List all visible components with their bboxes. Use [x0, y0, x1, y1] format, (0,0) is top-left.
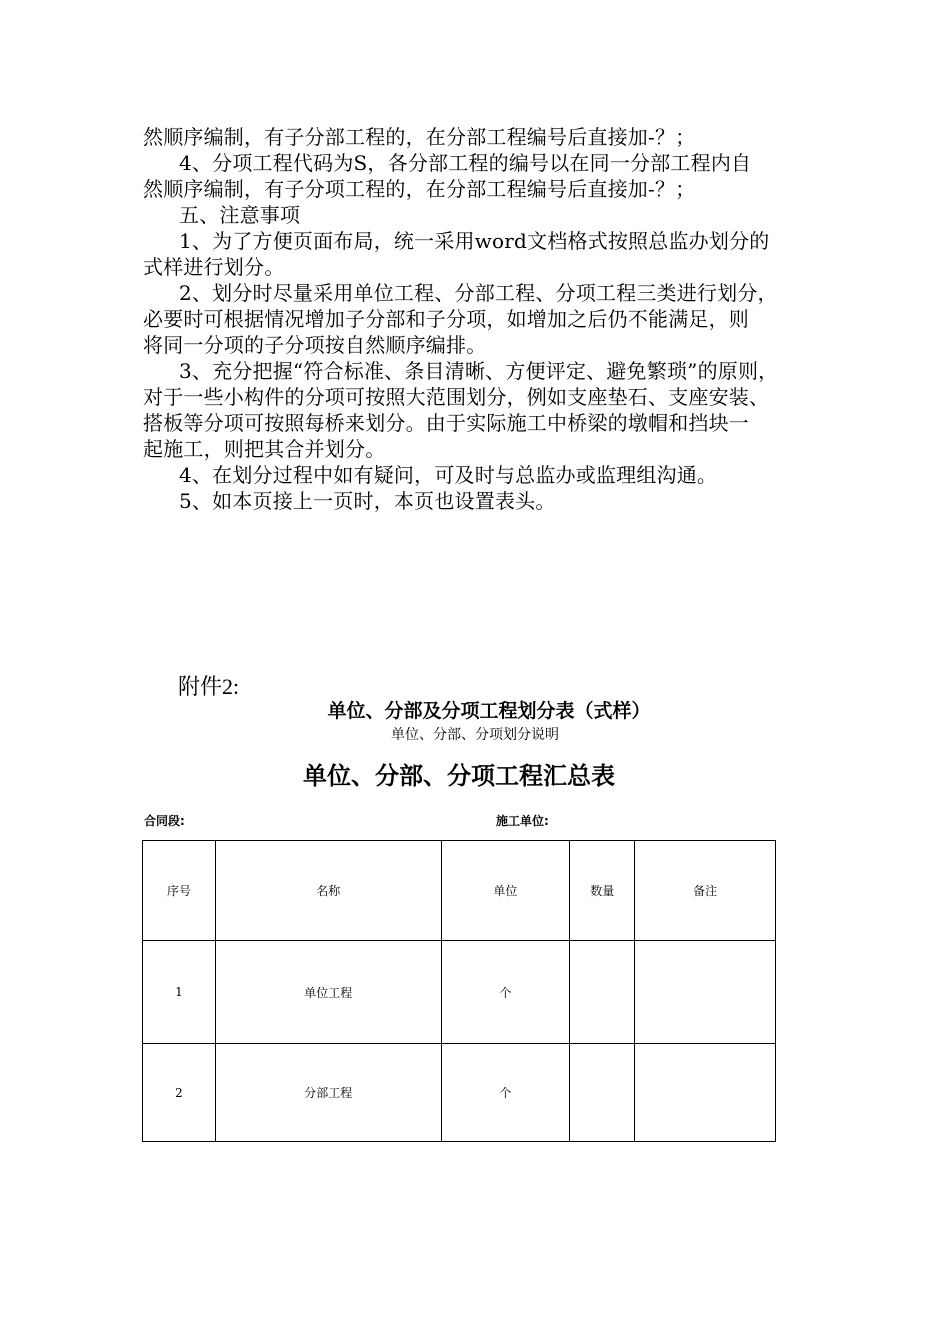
paragraph-line: 式样进行划分。 — [143, 255, 285, 279]
header-cell: 数量 — [570, 841, 635, 941]
paragraph-line: 必要时可根据情况增加子分部和子分项，如增加之后仍不能满足，则 — [143, 307, 749, 331]
paragraph-line: 5、如本页接上一页时，本页也设置表头。 — [179, 489, 556, 513]
paragraph-line: 起施工，则把其合并划分。 — [143, 437, 386, 461]
paragraph-line: 2、划分时尽量采用单位工程、分部工程、分项工程三类进行划分， — [179, 281, 778, 305]
table-cell: 1 — [143, 941, 216, 1044]
table-cell: 单位工程 — [215, 941, 441, 1044]
paragraph-line: 然顺序编制，有子分项工程的，在分部工程编号后直接加-？； — [143, 177, 696, 201]
table-title: 单位、分部、分项工程汇总表 — [303, 762, 615, 790]
header-cell: 单位 — [441, 841, 570, 941]
header-cell: 备注 — [635, 841, 776, 941]
table-cell — [635, 941, 776, 1044]
paragraph-line: 对于一些小构件的分项可按照大范围划分，例如支座垫石、支座安装、 — [143, 385, 770, 409]
paragraph-line: 1、为了方便页面布局，统一采用word文档格式按照总监办划分的 — [179, 229, 770, 253]
contractor-label: 施工单位: — [496, 814, 549, 828]
table-cell: 2 — [143, 1044, 216, 1142]
summary-table — [142, 840, 776, 1142]
attachment-label: 附件2: — [178, 674, 240, 699]
paragraph-line: 将同一分项的子分项按自然顺序编排。 — [143, 333, 487, 357]
table-header-row — [143, 841, 776, 941]
document-title: 单位、分部及分项工程划分表（式样） — [327, 700, 651, 722]
paragraph-line: 4、在划分过程中如有疑问，可及时与总监办或监理组沟通。 — [179, 463, 718, 487]
contract-section-label: 合同段: — [144, 814, 185, 828]
table-cell: 个 — [441, 1044, 570, 1142]
paragraph-line: 4、分项工程代码为S，各分部工程的编号以在同一分部工程内自 — [179, 151, 752, 175]
table-cell — [570, 941, 635, 1044]
paragraph-line: 搭板等分项可按照每桥来划分。由于实际施工中桥梁的墩帽和挡块一 — [143, 411, 749, 435]
document-subtitle: 单位、分部、分项划分说明 — [391, 727, 559, 743]
header-cell: 名称 — [215, 841, 441, 941]
paragraph-line: 然顺序编制，有子分部工程的，在分部工程编号后直接加-？； — [143, 125, 696, 149]
instructions-text — [143, 124, 813, 514]
table-cell — [570, 1044, 635, 1142]
paragraph-line: 3、充分把握“符合标准、条目清晰、方便评定、避免繁琐”的原则， — [179, 359, 779, 383]
table-row — [143, 941, 776, 1044]
section-heading: 五、注意事项 — [179, 203, 301, 227]
table-cell — [635, 1044, 776, 1142]
table-row — [143, 1044, 776, 1142]
table-cell: 分部工程 — [215, 1044, 441, 1142]
table-cell: 个 — [441, 941, 570, 1044]
header-cell: 序号 — [143, 841, 216, 941]
